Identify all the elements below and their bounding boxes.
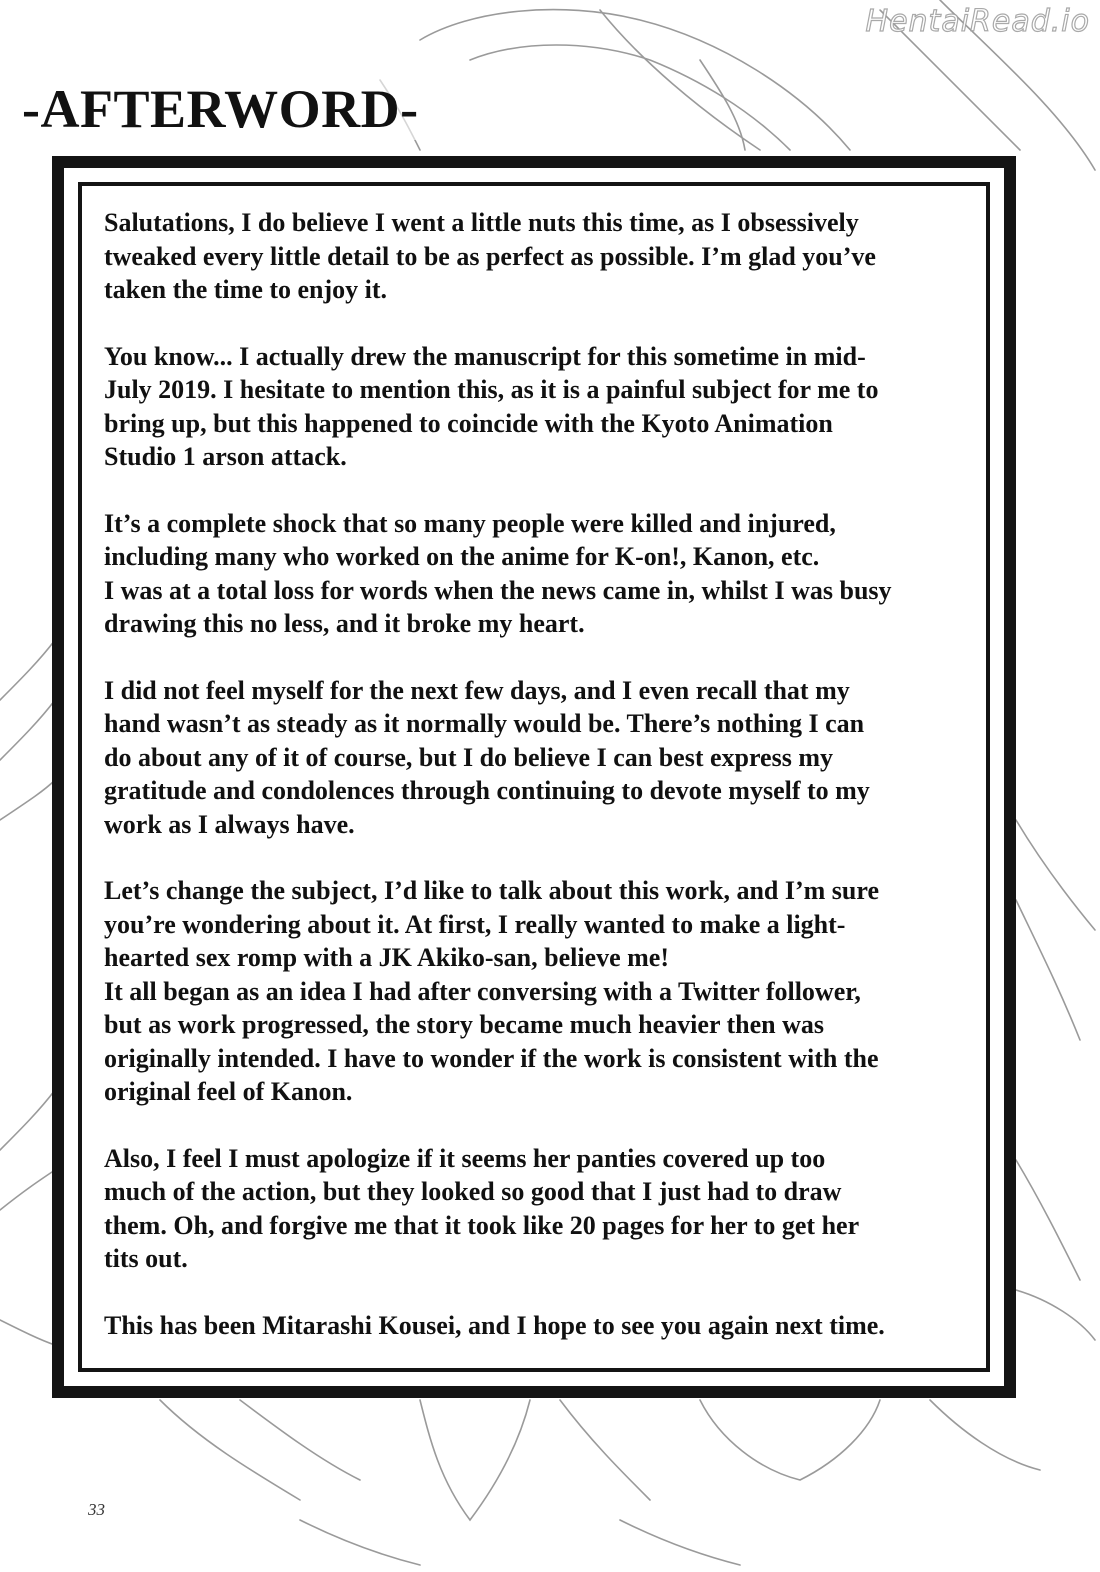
paragraph-manuscript-timing: You know... I actually drew the manuscript for this sometime in mid- July 2019. I hesitate to mention this, as it is a painful subject for me to bring up, but this happened to coincide with the Kyoto Animation Studio 1 arson attack. <box>104 341 879 471</box>
paragraph-greeting: Salutations, I do believe I went a little nuts this time, as I obsessively tweaked every little detail to be as perfect as possible. I’m glad you’ve taken the time to enjoy it. <box>104 208 876 304</box>
paragraph-about-work: Let’s change the subject, I’d like to talk about this work, and I’m sure you’re wondering about it. At first, I really wanted to make a light- hearted sex romp with a JK Akiko-san, believe me! It all began as an idea I had after conversing with a Twitter follower, but as work progressed, the story became much heavier then was originally intended. I have to wonder if the work is consistent with the original feel of Kanon. <box>104 876 879 1106</box>
paragraph-aftermath: I did not feel myself for the next few days, and I even recall that my hand wasn’t as steady as it normally would be. There’s nothing I can do about any of it of course, but I do believe I can best express my gratitude and condolences through continuing to devote myself to my work as I always have. <box>104 675 870 839</box>
paragraph-apology: Also, I feel I must apologize if it seems her panties covered up too much of the action, but they looked so good that I just had to draw them. Oh, and forgive me that it took like 20 pages for her to get her tits out. <box>104 1143 860 1273</box>
afterword-text-frame <box>52 156 1016 1398</box>
afterword-text-body <box>104 206 984 1342</box>
site-watermark: HentaiRead.io <box>865 4 1090 39</box>
afterword-heading: -AFTERWORD- <box>22 79 419 139</box>
page-number: 33 <box>88 1500 105 1519</box>
paragraph-shock: It’s a complete shock that so many people were killed and injured, including many who worked on the anime for K-on!, Kanon, etc. I was at a total loss for words when the news came in, whilst I was busy drawing this no less, and it broke my heart. <box>104 508 892 638</box>
paragraph-signoff: This has been Mitarashi Kousei, and I hope to see you again next time. <box>104 1310 885 1340</box>
